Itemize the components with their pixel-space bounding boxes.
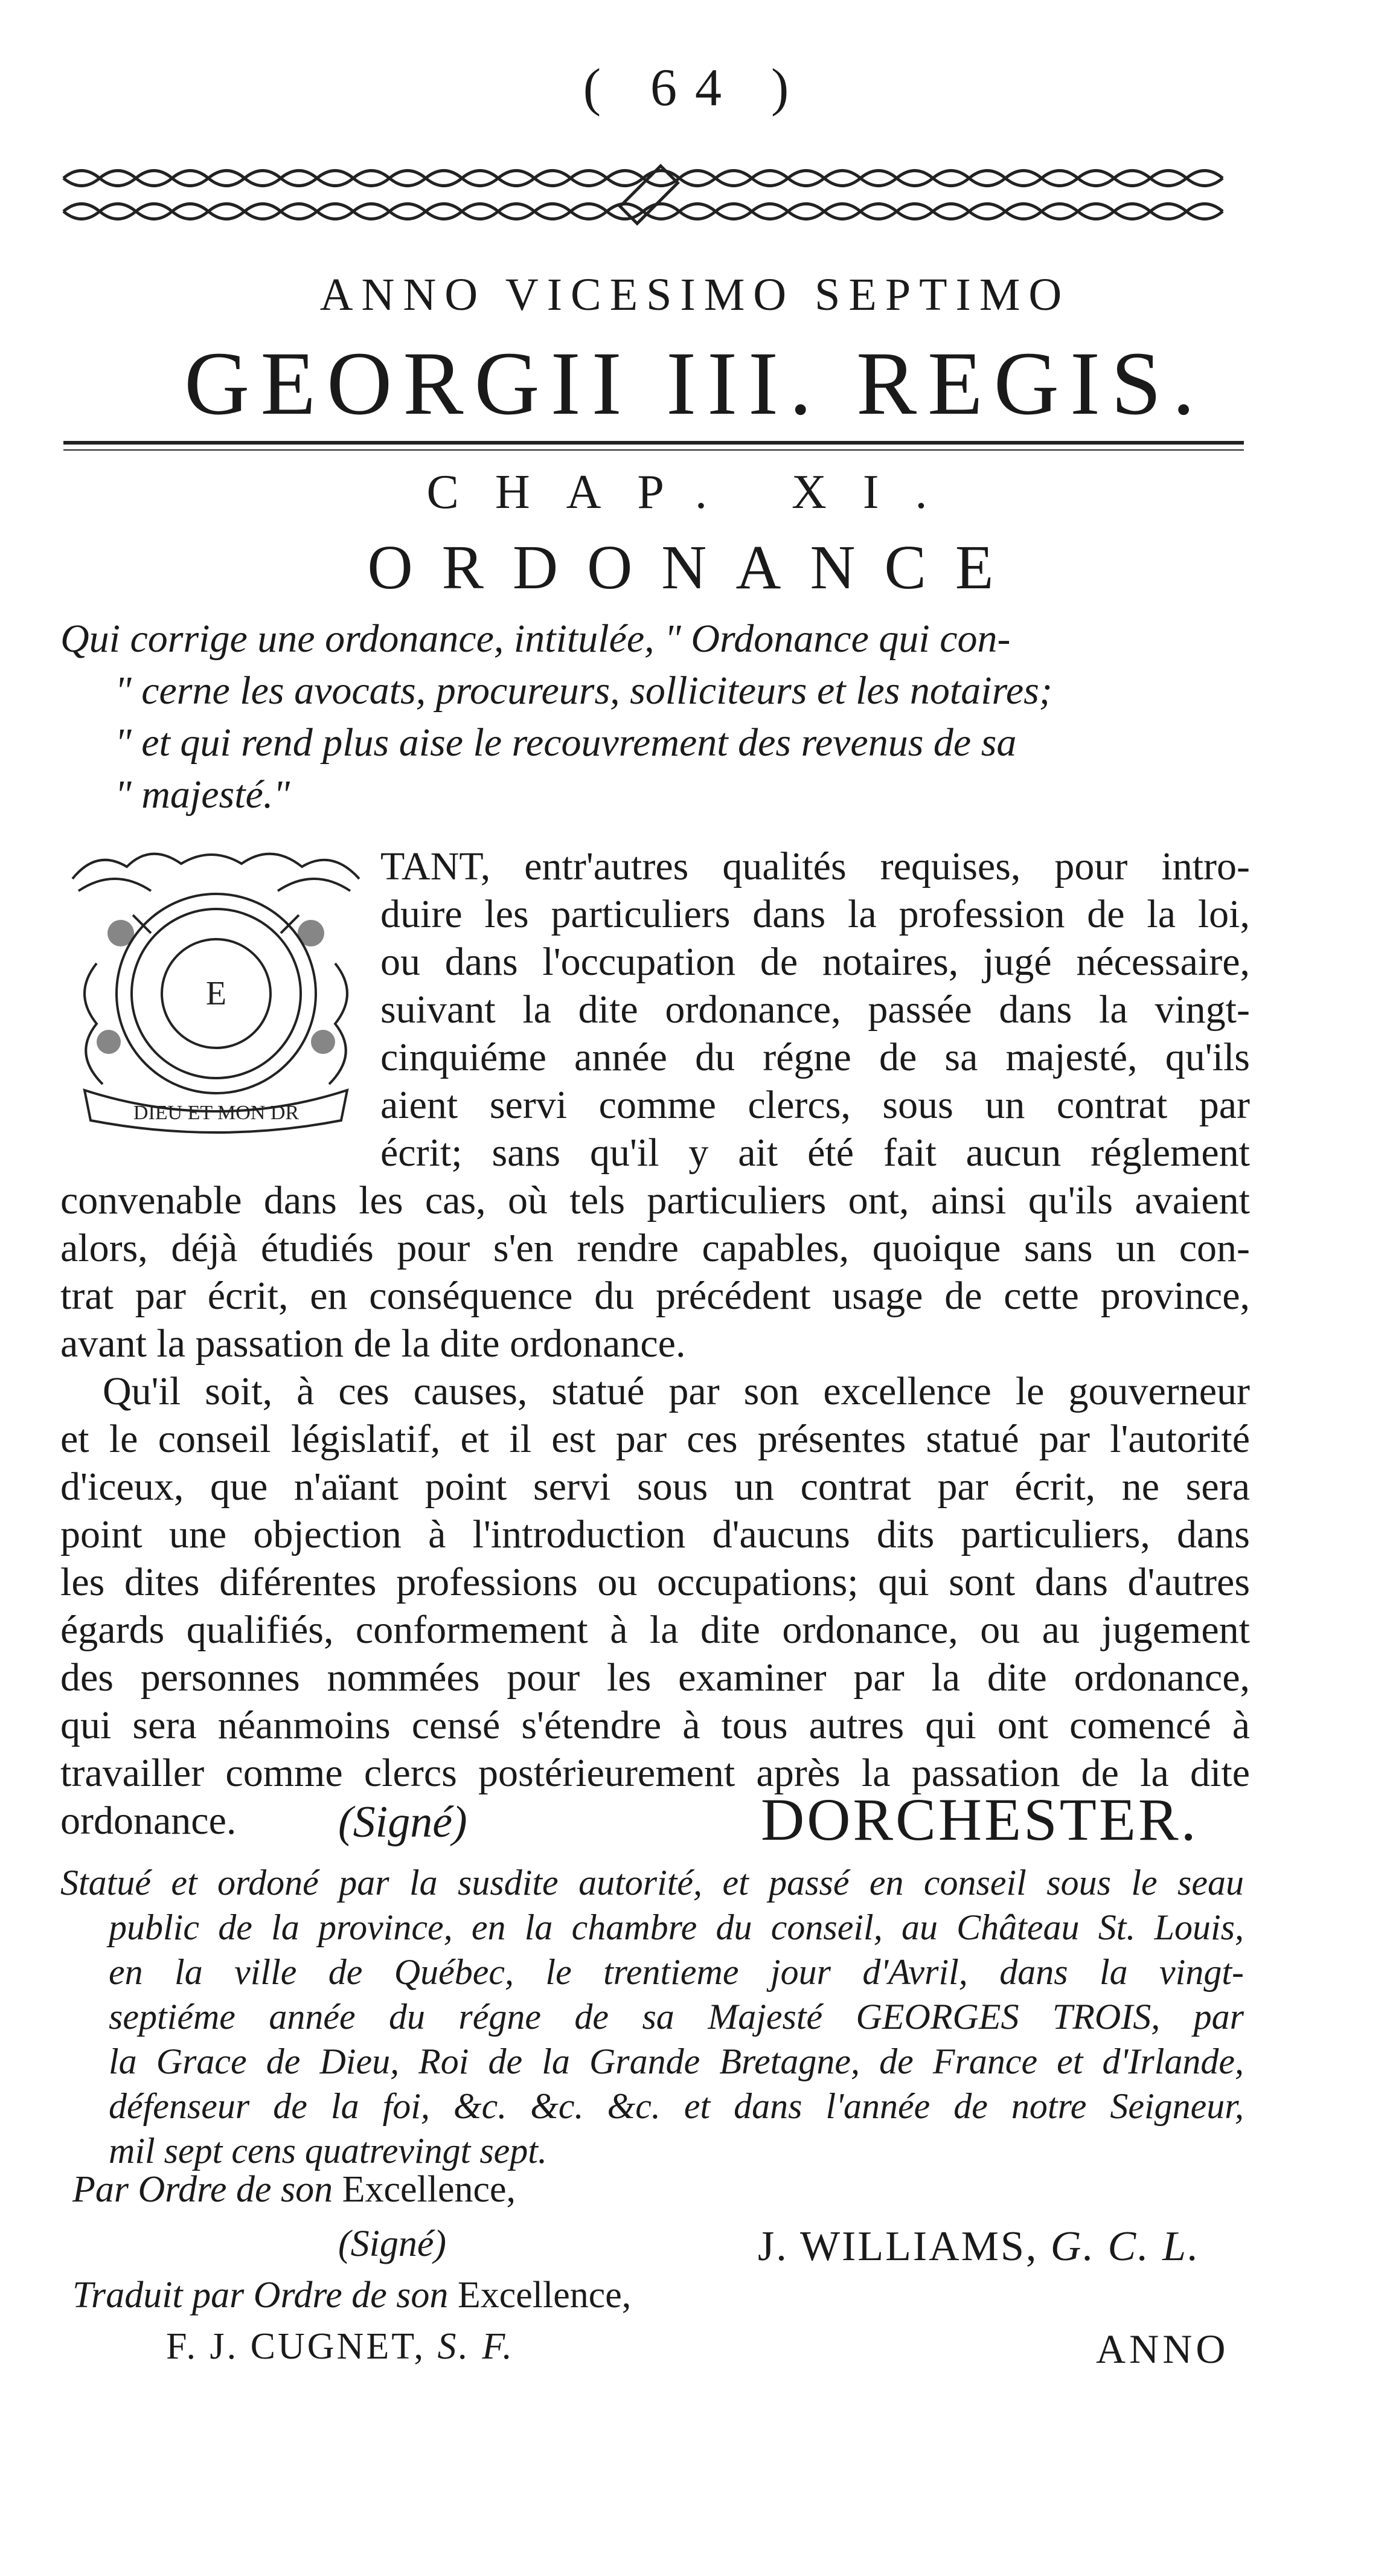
signed-label-2: (Signé) (338, 2223, 447, 2264)
signatory-name: DORCHESTER. (761, 1786, 1199, 1853)
cugnet-title: S. F. (437, 2326, 514, 2367)
par-ordre-excellence: Excellence, (342, 2169, 516, 2210)
woodcut-motto: DIEU ET MON DR (133, 1102, 299, 1124)
par-ordre-line (72, 2168, 516, 2211)
ordinance-subtitle (60, 613, 1244, 821)
body-line: Qu'il soit, à ces causes, statué par son excellence le gouverneur (103, 1369, 1250, 1413)
cugnet-name: F. J. CUGNET, (166, 2326, 426, 2367)
body-line: TANT, entr'autres qualités requises, pour intro- (380, 844, 1250, 888)
anno-heading: ANNO VICESIMO SEPTIMO (319, 269, 1071, 320)
subtitle-line: " et qui rend plus aise le recouvrement des revenus de sa (115, 721, 1017, 765)
body-line: écrit; sans qu'il y ait été fait aucun réglement (380, 1131, 1250, 1175)
body-line: convenable dans les cas, où tels particuliers ont, ainsi qu'ils avaient (60, 1178, 1250, 1222)
body-line: alors, déjà étudiés pour s'en rendre capables, quoique sans un con- (60, 1226, 1250, 1270)
subtitle-line: " majesté." (115, 772, 290, 817)
body-line: ou dans l'occupation de notaires, jugé nécessaire, (380, 940, 1250, 984)
body-line: duire les particuliers dans la profession de la loi, (380, 892, 1250, 936)
traduit-italic: Traduit par Ordre de son (72, 2275, 449, 2316)
williams-signature (758, 2223, 1200, 2271)
body-line: aient servi comme clercs, sous un contrat par (380, 1083, 1250, 1127)
regis-heading: GEORGII III. REGIS. (184, 333, 1206, 434)
body-line: les dites diférentes professions ou occupations; qui sont dans d'autres (60, 1560, 1250, 1604)
williams-name: J. WILLIAMS, (758, 2223, 1039, 2270)
par-ordre-italic: Par Ordre de son (72, 2169, 333, 2210)
body-line: d'iceux, que n'aïant point servi sous un contrat par écrit, ne sera (60, 1465, 1250, 1509)
williams-title: G. C. L. (1050, 2223, 1200, 2270)
enactment-clause (60, 1860, 1244, 2173)
enactment-line: Statué et ordoné par la susdite autorité, et passé en conseil sous le seau (60, 1863, 1244, 1903)
enactment-line: en la ville de Québec, le trentieme jour d'Avril, dans la vingt- (109, 1952, 1244, 1992)
body-line: cinquiéme année du régne de sa majesté, qu'ils (380, 1035, 1250, 1079)
enactment-line: septiéme année du régne de sa Majesté GEORGES TROIS, par (109, 1997, 1244, 2037)
body-line: qui sera néanmoins censé s'étendre à tous autres qui ont comencé à (60, 1703, 1250, 1747)
body-line: égards qualifiés, conformement à la dite ordonance, ou au jugement (60, 1608, 1250, 1652)
traduit-excellence: Excellence, (457, 2275, 632, 2316)
body-line: des personnes nommées pour les examiner par la dite ordonance, (60, 1656, 1250, 1700)
body-line: et le conseil législatif, et il est par ces présentes statué par l'autorité (60, 1417, 1250, 1461)
enactment-line: mil sept cens quatrevingt sept. (109, 2131, 547, 2171)
chapter-kind: ORDONANCE (367, 533, 1023, 602)
title-rule (63, 441, 1244, 445)
subtitle-line: Qui corrige une ordonance, intitulée, " Ordonance qui con- (60, 617, 1011, 661)
chapter-number: CHAP. XI. (426, 466, 964, 519)
enactment-line: la Grace de Dieu, Roi de la Grande Bretagne, de France et d'Irlande, (109, 2041, 1244, 2081)
catchword: ANNO (1096, 2326, 1229, 2372)
body-line: avant la passation de la dite ordonance. (60, 1322, 686, 1366)
signed-label: (Signé) (338, 1797, 467, 1847)
subtitle-line: " cerne les avocats, procureurs, solliciteurs et les notaires; (115, 669, 1052, 713)
woodcut-initial: E (205, 975, 227, 1012)
body-line: point une objection à l'introduction d'aucuns dits particuliers, dans (60, 1512, 1250, 1556)
ordinance-body (60, 843, 1250, 1845)
enactment-line: défenseur de la foi, &c. &c. &c. et dans l'année de notre Seigneur, (109, 2086, 1244, 2126)
enactment-line: public de la province, en la chambre du conseil, au Château St. Louis, (109, 1907, 1244, 1947)
body-line: suivant la dite ordonance, passée dans la vingt- (380, 988, 1250, 1032)
body-line: travailler comme clercs postérieurement après la passation de la dite (60, 1751, 1250, 1795)
body-line: ordonance. (60, 1799, 237, 1843)
body-line: trat par écrit, en conséquence du précédent usage de cette province, (60, 1274, 1250, 1318)
page-number: ( 64 ) (583, 59, 807, 117)
signature-block (0, 1785, 1390, 1851)
cugnet-signature (166, 2325, 514, 2368)
ornament-border-top (57, 160, 1241, 226)
title-rule-thin (63, 449, 1244, 451)
traduit-line (72, 2274, 631, 2317)
